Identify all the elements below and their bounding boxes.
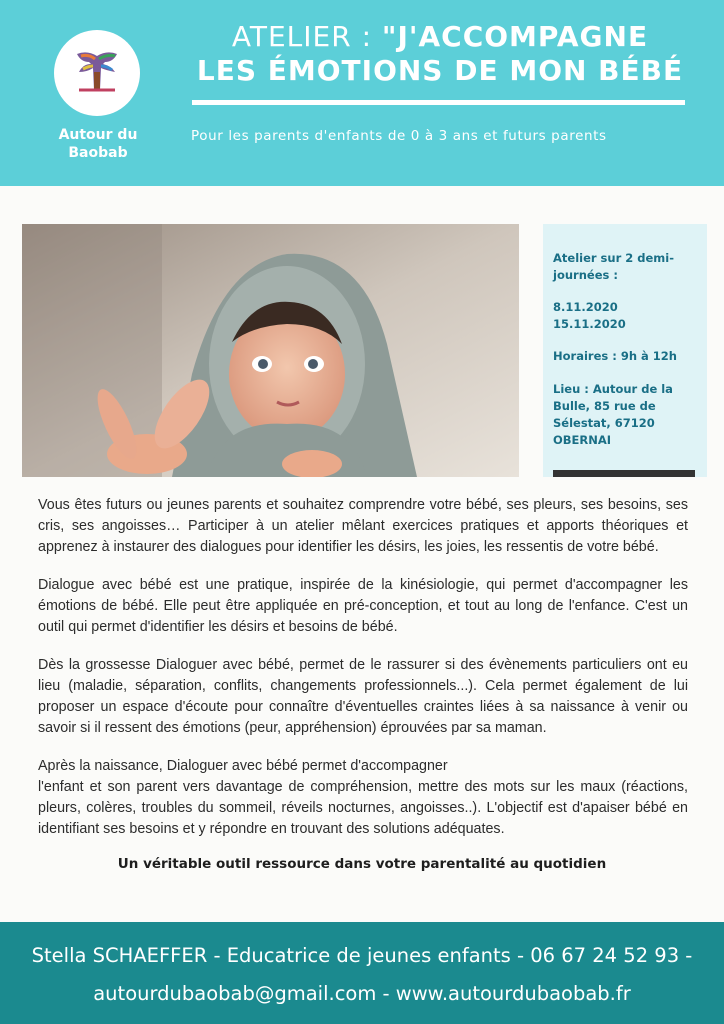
subtitle: Pour les parents d'enfants de 0 à 3 ans et futurs parents: [191, 128, 607, 144]
workshop-hours: Horaires : 9h à 12h: [553, 349, 677, 363]
paragraph-after-birth: [38, 756, 688, 840]
title-line-1: "J'ACCOMPAGNE: [381, 20, 649, 53]
brand-line-1: Autour du: [58, 127, 138, 143]
paragraph-pregnancy: Dès la grossesse Dialoguer avec bébé, permet de le rassurer si des évènements particuliers ont eu lieu (maladie, séparation, conflits, changements professionnels...). Cela permet également de lui proposer un espace d'écoute pour connaître d'éventuelles craintes liées à sa naissance à venir ou savoir si il ressent des émotions (peur, appréhension) éprouvées par sa maman.: [38, 657, 688, 736]
email-website-line: autourdubaobab@gmail.com - www.autourdubaobab.fr: [93, 982, 631, 1005]
title-divider: [192, 100, 685, 105]
workshop-info-box: [543, 224, 707, 477]
header-banner: [0, 0, 724, 186]
contact-line: Stella SCHAEFFER - Educatrice de jeunes enfants - 06 67 24 52 93 -: [31, 944, 693, 967]
paragraph-dialogue: Dialogue avec bébé est une pratique, inspirée de la kinésiologie, qui permet d'accompagner les émotions de bébé. Elle peut être appliquée en pré-conception, et tout au long de l'enfance. C'est un outil qui permet d'identifier les désirs et besoins de bébé.: [38, 577, 688, 635]
paragraph-intro: Vous êtes futurs ou jeunes parents et souhaitez comprendre votre bébé, ses pleurs, ses besoins, ses cris, ses angoisses… Participer à un atelier mêlant exercices pratiques et apports théoriques et apprenez à instaurer des dialogues pour identifier les désirs, les joies, les ressentis de votre bébé.: [38, 497, 688, 555]
title-prefix: ATELIER :: [231, 20, 382, 53]
date-2: 15.11.2020: [553, 317, 626, 331]
info-box-bar: [553, 470, 695, 477]
title-line-2: LES ÉMOTIONS DE MON BÉBÉ: [196, 54, 684, 87]
workshop-dates: [553, 299, 703, 333]
date-1: 8.11.2020: [553, 300, 618, 314]
tagline: Un véritable outil ressource dans votre parentalité au quotidien: [117, 856, 607, 872]
logo: [54, 30, 140, 116]
baobab-tree-icon: [73, 50, 121, 96]
page-title: [190, 20, 690, 88]
brand-name: [40, 126, 156, 162]
workshop-duration: Atelier sur 2 demi-journées :: [553, 251, 674, 282]
brand-line-2: Baobab: [68, 145, 128, 161]
workshop-location: Lieu : Autour de la Bulle, 85 rue de Sélestat, 67120 OBERNAI: [553, 382, 673, 447]
footer-contact: [0, 922, 724, 1024]
after-birth-first-line: Après la naissance, Dialoguer avec bébé permet d'accompagner: [38, 758, 448, 774]
baby-photo: [22, 224, 519, 477]
after-birth-rest: l'enfant et son parent vers davantage de compréhension, mettre des mots sur les maux (réactions, pleurs, colères, troubles du sommeil, réveils nocturnes, angoisses..). L'objectif est d'apaiser bébé en identifiant ses besoins et y répondre en trouvant des solutions adéquates.: [38, 779, 688, 837]
